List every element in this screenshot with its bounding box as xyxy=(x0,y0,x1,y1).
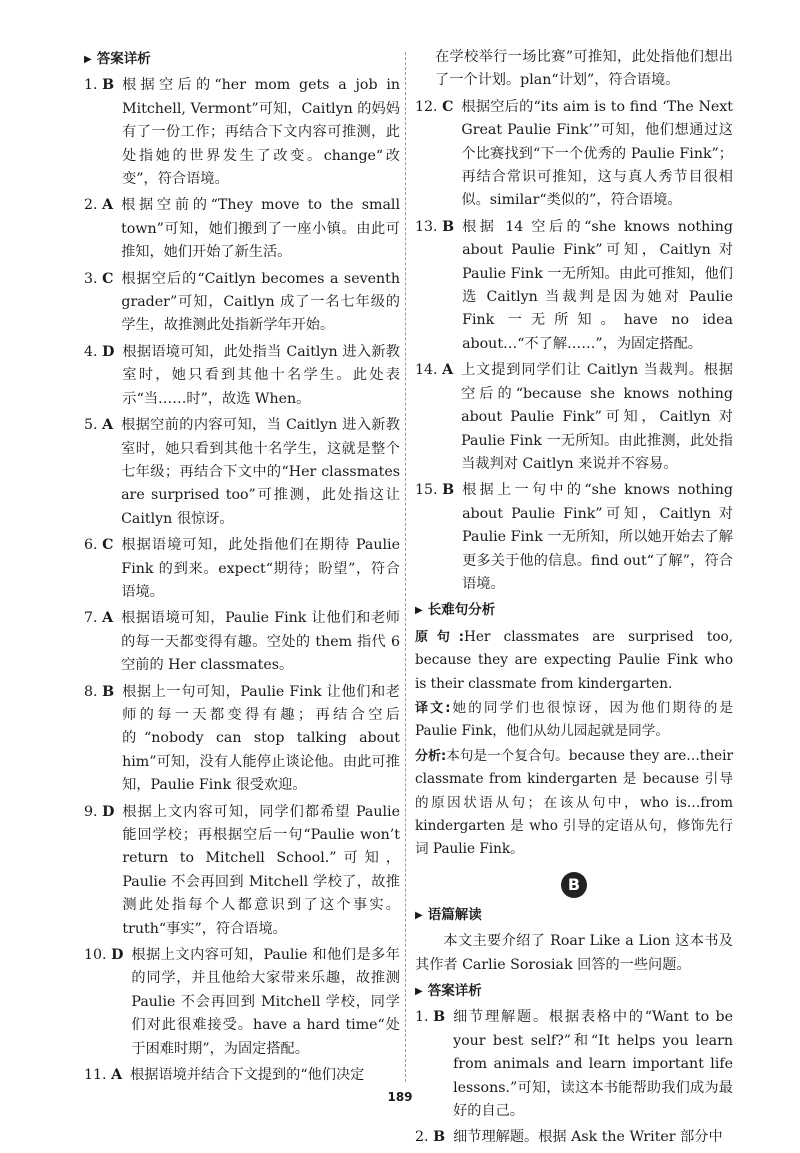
question-number: 3. xyxy=(84,270,98,287)
answer-letter: A xyxy=(111,1067,123,1084)
answer-number xyxy=(415,216,456,356)
section-title: 语篇解读 xyxy=(427,906,482,923)
question-number: 2. xyxy=(415,1129,429,1146)
answer-letter: B xyxy=(433,1129,446,1146)
answer-explanation: 根据语境可知，Paulie Fink 让他们和老师的每一天都变得有趣。空处的 them 指代 6 空前的 Her classmates。 xyxy=(121,610,400,674)
section-b-badge: B xyxy=(561,872,587,898)
answer-item xyxy=(84,414,400,531)
right-column xyxy=(415,46,733,1153)
answer-item xyxy=(84,607,400,677)
answer-number xyxy=(415,1006,447,1123)
answer-number xyxy=(84,341,116,411)
answer-explanation: 根据 14 空后的“she knows nothing about Paulie Fink”可知，Caitlyn 对 Paulie Fink 一无所知。由此可推知，他们选 Caitlyn 当裁判是因为她对 Paulie Fink 一无所知。have no idea about…“不了解……”，为固定搭配。 xyxy=(462,218,733,352)
answer-explanation: 根据语境可知，此处指当 Caitlyn 进入新教室时，她只看到其他十名学生。此处表示“当……时”，故选 When。 xyxy=(122,343,400,407)
answer-letter: D xyxy=(102,343,115,360)
answer-letter: B xyxy=(442,218,455,235)
answer-explanation: 根据空前的内容可知，当 Caitlyn 进入新教室时，她只看到其他十名学生，这就是整个七年级；再结合下文中的“Her classmates are surprised too”可推测，此处指这让 Caitlyn 很惊讶。 xyxy=(121,417,400,527)
answer-item xyxy=(84,341,400,411)
analysis xyxy=(415,745,733,862)
question-number: 11. xyxy=(84,1067,107,1084)
answer-number xyxy=(415,479,456,596)
question-number: 6. xyxy=(84,537,98,554)
section-heading-answer-details-b xyxy=(415,980,733,1003)
question-number: 13. xyxy=(415,218,438,235)
label-original: 原句: xyxy=(415,629,464,645)
answer-number xyxy=(415,359,455,476)
section-title: 长难句分析 xyxy=(427,602,496,619)
question-number: 8. xyxy=(84,683,98,700)
answer-explanation: 根据空后的“her mom gets a job in Mitchell, Vermont”可知，Caitlyn 的妈妈有了一份工作；再结合下文内容可推测，此处指她的世界发生了改变。change“改变”，符合语境。 xyxy=(122,77,400,188)
answer-letter: B xyxy=(442,482,455,499)
answer-number xyxy=(84,607,115,677)
answer-number xyxy=(84,681,116,798)
answer-explanation: 根据语境可知，此处指他们在期待 Paulie Fink 的到来。expect“期待；盼望”，符合语境。 xyxy=(121,537,400,600)
answer-explanation: 细节理解题。根据表格中的“Want to be your best self?”和“It helps you learn from animals and learn important life lessons.”可知，读这本书能帮助我们成为最好的自己。 xyxy=(453,1009,733,1120)
question-number: 10. xyxy=(84,947,107,964)
question-number: 1. xyxy=(84,77,98,94)
answer-number xyxy=(415,96,455,213)
answer-letter: C xyxy=(102,270,114,287)
answer-letter: B xyxy=(433,1009,446,1026)
question-number: 2. xyxy=(84,197,98,214)
answer-list xyxy=(415,1006,733,1149)
section-title: 答案详析 xyxy=(96,51,151,67)
translation-text: 她的同学们也很惊讶，因为他们期待的是 Paulie Fink，他们从幼儿园起就是同学。 xyxy=(415,699,734,740)
question-number: 1. xyxy=(415,1009,429,1026)
answer-item xyxy=(84,1064,400,1087)
original-text: Her classmates are surprised too, because they are expecting Paulie Fink who is their classmate from kindergarten. xyxy=(415,628,734,692)
answer-explanation: 根据空前的“They move to the small town”可知，她们搬到了一座小镇。由此可推知，她们开始了新生活。 xyxy=(121,197,400,261)
answer-explanation: 根据空后的“its aim is to find ‘The Next Great Paulie Fink’”可知，他们想通过这个比赛找到“下一个优秀的 Paulie Fink”；再结合常识可推知，这与真人秀节目很相似。similar“类似的”，符合语境。 xyxy=(461,98,733,209)
answer-explanation: 根据上一句可知，Paulie Fink 让他们和老师的每一天都变得有趣；再结合空后的“nobody can stop talking about him”可知，没有人能停止谈论他。由此可推知，Paulie Fink 很受欢迎。 xyxy=(122,683,400,794)
answer-letter: A xyxy=(442,362,454,379)
answer-explanation: 上文提到同学们让 Caitlyn 当裁判。根据空后的“because she knows nothing about Paulie Fink”可知，Caitlyn 对 Paulie Fink 一无所知。由此推测，此处指当裁判对 Caitlyn 来说并不容易。 xyxy=(461,362,733,472)
arrow-marker-icon: ▶ xyxy=(415,986,423,998)
left-column xyxy=(84,46,400,1090)
item-continuation: 在学校举行一场比赛”可推知，此处指他们想出了一个计划。plan“计划”，符合语境。 xyxy=(435,49,733,89)
question-number: 4. xyxy=(84,343,98,360)
answer-number xyxy=(84,414,115,531)
section-title: 答案详析 xyxy=(427,983,482,1000)
answer-item xyxy=(415,1006,733,1123)
question-number: 7. xyxy=(84,610,98,627)
answer-item xyxy=(84,268,400,338)
answer-item xyxy=(415,359,733,476)
answer-letter: C xyxy=(102,537,114,554)
label-translation: 译文: xyxy=(415,700,451,716)
answer-item xyxy=(415,216,733,356)
answer-explanation: 细节理解题。根据 Ask the Writer 部分中 xyxy=(453,1129,723,1146)
label-analysis: 分析: xyxy=(415,748,447,764)
answer-letter: A xyxy=(102,417,114,434)
answer-letter: A xyxy=(102,610,114,627)
arrow-marker-icon: ▶ xyxy=(415,605,423,617)
analysis-text: 本句是一个复合句。because they are…their classmate from kindergarten 是 because 引导的原因状语从句；在该从句中，who is…from kindergarten 是 who 引导的定语从句，修饰先行词 Paulie Fink。 xyxy=(415,747,733,858)
answer-number xyxy=(84,268,115,338)
answer-number xyxy=(84,534,115,604)
question-number: 15. xyxy=(415,482,438,499)
question-number: 12. xyxy=(415,98,438,115)
answer-number xyxy=(84,74,116,191)
question-number: 14. xyxy=(415,362,438,379)
answer-letter: B xyxy=(102,77,115,94)
section-heading-answer-details xyxy=(84,48,400,71)
answer-list xyxy=(415,96,733,597)
original-sentence xyxy=(415,626,733,696)
answer-number xyxy=(84,801,116,941)
answer-item xyxy=(415,479,733,596)
answer-item xyxy=(84,681,400,798)
answer-letter: D xyxy=(111,947,124,964)
arrow-marker-icon: ▶ xyxy=(415,909,423,921)
page-number: 189 xyxy=(387,1090,413,1104)
answer-explanation: 根据上文内容可知，同学们都希望 Paulie 能回学校；再根据空后一句“Paulie won’t return to Mitchell School.”可知，Paulie 不会再回到 Mitchell 学校了，故推测此处指每个人都意识到了这个事实。truth“事实”，符合语境。 xyxy=(122,803,400,937)
arrow-marker-icon: ▶ xyxy=(84,54,92,65)
answer-explanation: 根据语境并结合下文提到的“他们决定 xyxy=(130,1067,365,1084)
answer-explanation: 根据上文内容可知，Paulie 和他们是多年的同学，并且他给大家带来乐趣，故推测 Paulie 不会再回到 Mitchell 学校，同学们对此很难接受。have a hard time“处于困难时期”，为固定搭配。 xyxy=(131,947,400,1057)
column-divider xyxy=(405,52,406,1082)
answer-number xyxy=(84,1064,124,1087)
translation xyxy=(415,697,733,744)
passage-summary: 本文主要介绍了 Roar Like a Lion 这本书及其作者 Carlie Sorosiak 回答的一些问题。 xyxy=(415,933,733,973)
answer-explanation: 根据空后的“Caitlyn becomes a seventh grader”可知，Caitlyn 成了一名七年级的学生，故推测此处指新学年开始。 xyxy=(121,270,400,334)
answer-number xyxy=(84,944,125,1061)
answer-item xyxy=(84,534,400,604)
section-heading-passage-reading xyxy=(415,904,733,927)
question-number: 5. xyxy=(84,417,98,434)
answer-letter: D xyxy=(102,803,115,820)
answer-item xyxy=(415,96,733,213)
answer-letter: A xyxy=(102,197,114,214)
answer-number xyxy=(84,194,115,264)
answer-letter: C xyxy=(442,98,454,115)
answer-item xyxy=(84,74,400,191)
question-number: 9. xyxy=(84,803,98,820)
answer-item xyxy=(84,944,400,1061)
answer-letter: B xyxy=(102,683,115,700)
answer-list xyxy=(84,74,400,1087)
section-heading-long-sentence xyxy=(415,599,733,622)
answer-item xyxy=(84,194,400,264)
answer-explanation: 根据上一句中的“she knows nothing about Paulie Fink”可知，Caitlyn 对 Paulie Fink 一无所知，所以她开始去了解更多关于他的信息。find out“了解”，符合语境。 xyxy=(462,482,733,592)
answer-item xyxy=(84,801,400,941)
